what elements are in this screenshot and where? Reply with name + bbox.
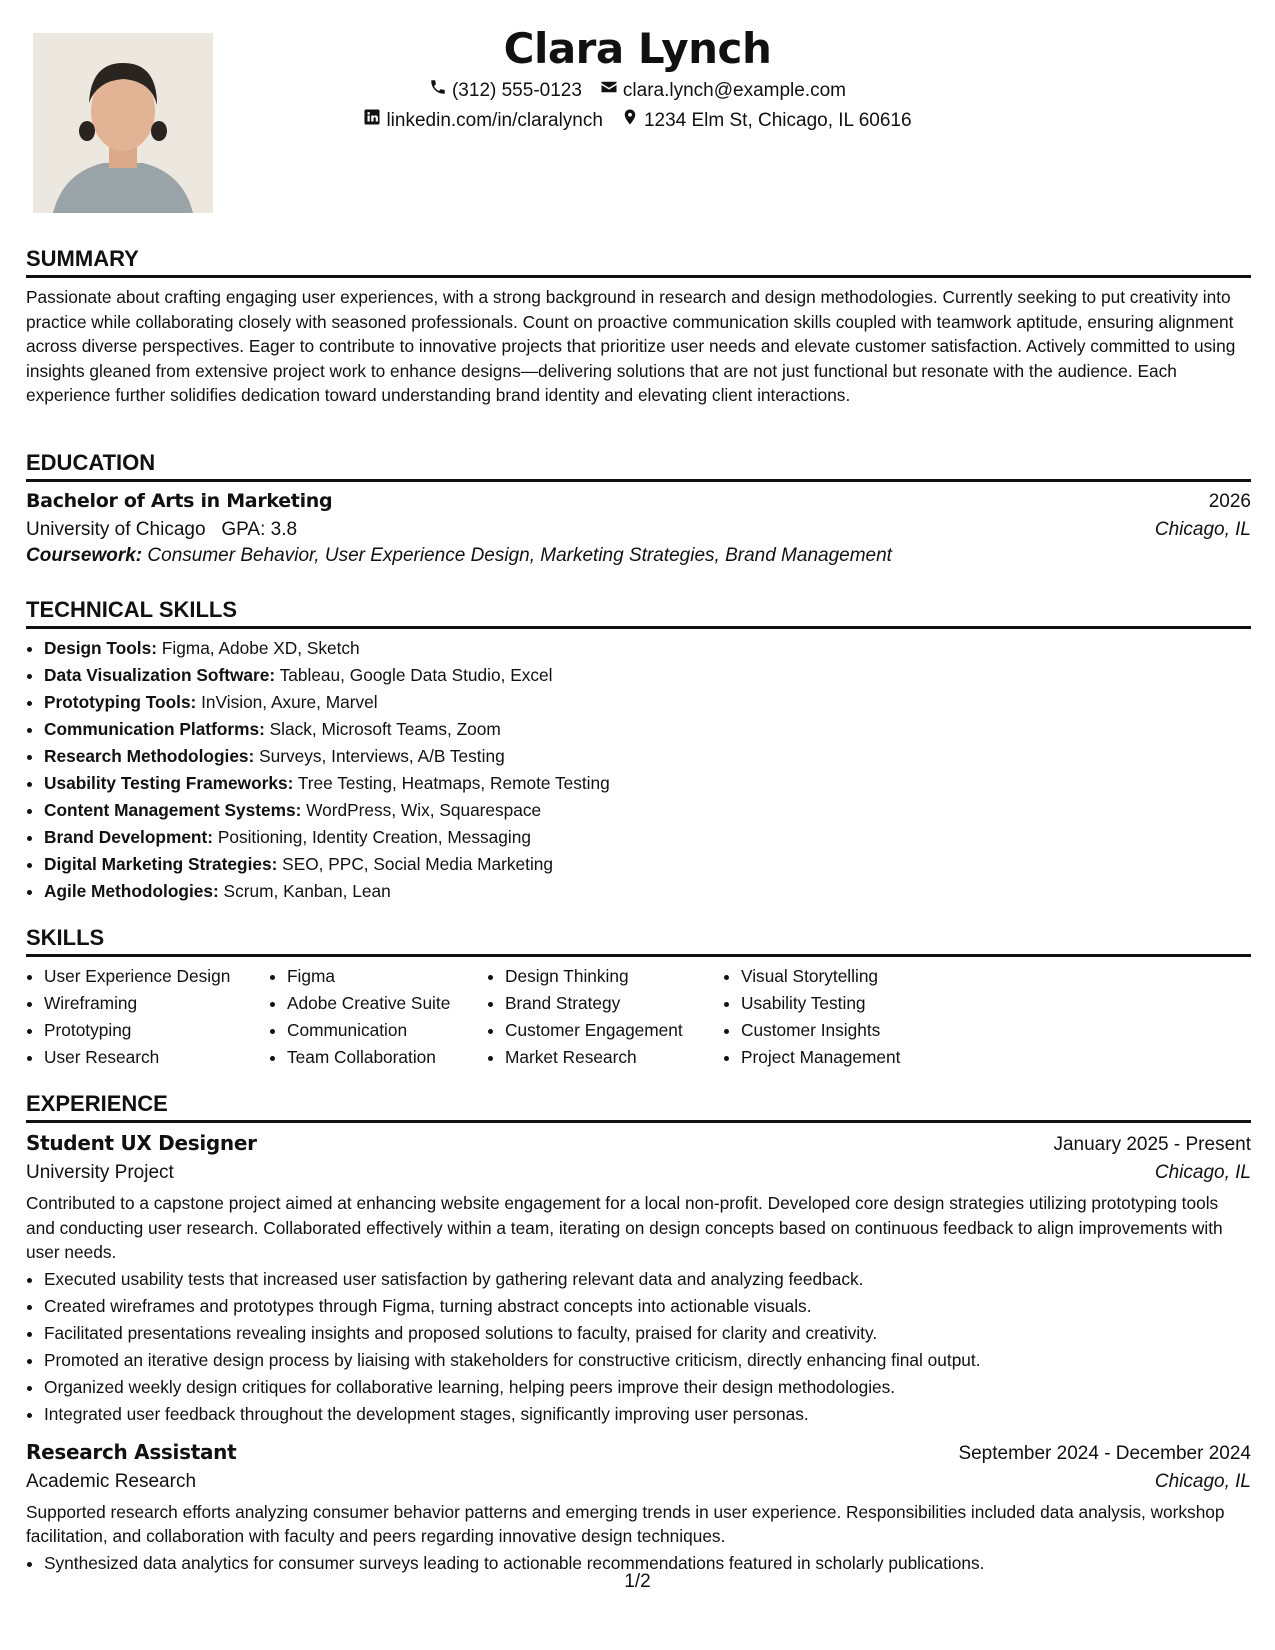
list-item: • Customer Engagement bbox=[505, 1017, 723, 1044]
job-org-row bbox=[26, 1162, 1251, 1184]
section-title-summary: SUMMARY bbox=[26, 246, 139, 271]
list-item: • Design Thinking bbox=[505, 963, 723, 990]
job-bullets bbox=[26, 1266, 1251, 1428]
address-contact bbox=[621, 106, 912, 136]
list-item bbox=[44, 824, 1251, 851]
gpa: GPA: 3.8 bbox=[221, 519, 298, 540]
list-item: • Team Collaboration bbox=[287, 1044, 487, 1071]
job-description: Contributed to a capstone project aimed at enhancing website engagement for a local non-profit. Developed core design strategies utilizing prototyping tools and conducting user research. Collaborated effectively within a team, iterating on design concepts based on continuous feedback to align improvements with user needs. bbox=[26, 1193, 1223, 1263]
page-number: 1/2 bbox=[624, 1571, 651, 1592]
resume-header bbox=[0, 22, 1275, 136]
job-title: Research Assistant bbox=[26, 1439, 237, 1464]
skill-category: Digital Marketing Strategies: bbox=[44, 854, 278, 874]
contact-line-1 bbox=[0, 76, 1275, 106]
list-item: • Created wireframes and prototypes through Figma, turning abstract concepts into actionable visuals. bbox=[44, 1293, 1251, 1320]
degree-title: Bachelor of Arts in Marketing bbox=[26, 490, 333, 512]
skill-values: Tree Testing, Heatmaps, Remote Testing bbox=[297, 773, 610, 793]
skills-column bbox=[487, 963, 723, 1071]
school-row bbox=[26, 519, 1251, 541]
envelope-icon bbox=[600, 76, 618, 106]
job-org-row bbox=[26, 1471, 1251, 1493]
skill-category: Data Visualization Software: bbox=[44, 665, 276, 685]
list-item bbox=[44, 689, 1251, 716]
linkedin-icon bbox=[363, 106, 381, 136]
section-title-technical-skills: TECHNICAL SKILLS bbox=[26, 597, 238, 622]
address-text: 1234 Elm St, Chicago, IL 60616 bbox=[643, 110, 912, 131]
skill-values: Tableau, Google Data Studio, Excel bbox=[279, 665, 553, 685]
coursework-label: Coursework: bbox=[26, 545, 143, 566]
skills-column bbox=[723, 963, 961, 1071]
list-item: • Customer Insights bbox=[741, 1017, 961, 1044]
skills-column bbox=[26, 963, 269, 1071]
list-item: • Visual Storytelling bbox=[741, 963, 961, 990]
summary-section bbox=[26, 245, 1251, 408]
list-item bbox=[44, 797, 1251, 824]
contact-line-2 bbox=[0, 106, 1275, 136]
job-header-row bbox=[26, 1131, 1251, 1156]
list-item bbox=[44, 770, 1251, 797]
list-item: • Wireframing bbox=[44, 990, 269, 1017]
skill-category: Design Tools: bbox=[44, 638, 157, 658]
section-divider bbox=[26, 479, 1251, 482]
technical-skills-section bbox=[26, 596, 1251, 905]
list-item: • Usability Testing bbox=[741, 990, 961, 1017]
job-entry bbox=[26, 1131, 1251, 1428]
map-pin-icon bbox=[621, 106, 639, 136]
job-org: University Project bbox=[26, 1162, 174, 1183]
list-item: • Communication bbox=[287, 1017, 487, 1044]
list-item: • Prototyping bbox=[44, 1017, 269, 1044]
list-item bbox=[44, 716, 1251, 743]
job-entry bbox=[26, 1440, 1251, 1577]
linkedin-contact[interactable] bbox=[363, 106, 603, 136]
list-item: • User Research bbox=[44, 1044, 269, 1071]
section-title-education: EDUCATION bbox=[26, 450, 156, 475]
section-divider bbox=[26, 954, 1251, 957]
technical-skills-list bbox=[26, 635, 1251, 905]
list-item: • Synthesized data analytics for consumer surveys leading to actionable recommendations featured in scholarly publications. bbox=[44, 1550, 1251, 1577]
skill-category: Research Methodologies: bbox=[44, 746, 255, 766]
skill-category: Usability Testing Frameworks: bbox=[44, 773, 294, 793]
skills-grid bbox=[26, 963, 1251, 1071]
job-header-row bbox=[26, 1440, 1251, 1465]
job-dates: January 2025 - Present bbox=[1053, 1134, 1251, 1155]
skill-values: SEO, PPC, Social Media Marketing bbox=[282, 854, 554, 874]
list-item: • Facilitated presentations revealing insights and proposed solutions to faculty, praised for clarity and creativity. bbox=[44, 1320, 1251, 1347]
section-divider bbox=[26, 1120, 1251, 1123]
section-divider bbox=[26, 626, 1251, 629]
skill-category: Brand Development: bbox=[44, 827, 213, 847]
list-item: • Organized weekly design critiques for collaborative learning, helping peers improve their design methodologies. bbox=[44, 1374, 1251, 1401]
phone-text: (312) 555-0123 bbox=[451, 80, 582, 101]
list-item: • Brand Strategy bbox=[505, 990, 723, 1017]
list-item: • Figma bbox=[287, 963, 487, 990]
coursework-list: Consumer Behavior, User Experience Design, Marketing Strategies, Brand Management bbox=[147, 545, 892, 566]
section-title-experience: EXPERIENCE bbox=[26, 1091, 168, 1116]
school-name: University of Chicago bbox=[26, 519, 206, 540]
summary-text: Passionate about crafting engaging user experiences, with a strong background in research and design methodologies. Currently seeking to put creativity into practice while collaborating closely with seasoned professionals. Count on proactive communication skills coupled with teamwork aptitude, ensuring alignment across diverse perspectives. Eager to contribute to innovative projects that prioritize user needs and elevate customer satisfaction. Actively committed to using insights gleaned from extensive project work to enhance designs—delivering solutions that are not just functional but resonate with the audience. Each experience further solidifies dedication toward understanding brand identity and elevating client interactions. bbox=[26, 287, 1236, 406]
skills-column bbox=[269, 963, 487, 1071]
section-divider bbox=[26, 275, 1251, 278]
skill-category: Agile Methodologies: bbox=[44, 881, 219, 901]
job-location: Chicago, IL bbox=[1154, 1162, 1251, 1183]
skill-values: WordPress, Wix, Squarespace bbox=[306, 800, 542, 820]
list-item bbox=[44, 662, 1251, 689]
candidate-name: Clara Lynch bbox=[503, 24, 772, 73]
list-item: • Market Research bbox=[505, 1044, 723, 1071]
job-title: Student UX Designer bbox=[26, 1131, 257, 1155]
skill-values: Figma, Adobe XD, Sketch bbox=[161, 638, 360, 658]
list-item bbox=[44, 743, 1251, 770]
skill-values: Slack, Microsoft Teams, Zoom bbox=[269, 719, 501, 739]
list-item bbox=[44, 878, 1251, 905]
linkedin-text: linkedin.com/in/claralynch bbox=[386, 110, 603, 131]
skill-values: Scrum, Kanban, Lean bbox=[223, 881, 391, 901]
list-item: • Executed usability tests that increased user satisfaction by gathering relevant data and analyzing feedback. bbox=[44, 1266, 1251, 1293]
email-text: clara.lynch@example.com bbox=[622, 80, 847, 101]
graduation-year: 2026 bbox=[1208, 491, 1251, 512]
skill-values: InVision, Axure, Marvel bbox=[201, 692, 378, 712]
list-item bbox=[44, 635, 1251, 662]
skills-section bbox=[26, 924, 1251, 1071]
skill-category: Communication Platforms: bbox=[44, 719, 265, 739]
skill-values: Positioning, Identity Creation, Messaging bbox=[217, 827, 531, 847]
list-item: • Project Management bbox=[741, 1044, 961, 1071]
job-org: Academic Research bbox=[26, 1470, 197, 1492]
job-location: Chicago, IL bbox=[1154, 1470, 1251, 1492]
list-item bbox=[44, 851, 1251, 878]
list-item: • Promoted an iterative design process by liaising with stakeholders for constructive criticism, directly enhancing final output. bbox=[44, 1347, 1251, 1374]
job-dates: September 2024 - December 2024 bbox=[958, 1442, 1251, 1464]
phone-icon bbox=[429, 76, 447, 106]
job-description: Supported research efforts analyzing consumer behavior patterns and emerging trends in user experience. Responsibilities included data analysis, workshop facilitation, and collaboration with faculty and peers regarding innovative design techniques. bbox=[26, 1501, 1225, 1547]
phone-contact[interactable] bbox=[429, 76, 582, 106]
school-location: Chicago, IL bbox=[1154, 519, 1251, 540]
degree-row bbox=[26, 490, 1251, 513]
email-contact[interactable] bbox=[600, 76, 846, 106]
skill-category: Content Management Systems: bbox=[44, 800, 302, 820]
coursework-line bbox=[26, 545, 1251, 567]
experience-section bbox=[26, 1090, 1251, 1577]
list-item: • Adobe Creative Suite bbox=[287, 990, 487, 1017]
section-title-skills: SKILLS bbox=[26, 925, 105, 950]
skill-category: Prototyping Tools: bbox=[44, 692, 197, 712]
list-item: • Integrated user feedback throughout the development stages, significantly improving user personas. bbox=[44, 1401, 1251, 1428]
education-section bbox=[26, 449, 1251, 567]
skill-values: Surveys, Interviews, A/B Testing bbox=[259, 746, 505, 766]
school-info bbox=[26, 519, 297, 541]
list-item: • User Experience Design bbox=[44, 963, 269, 990]
